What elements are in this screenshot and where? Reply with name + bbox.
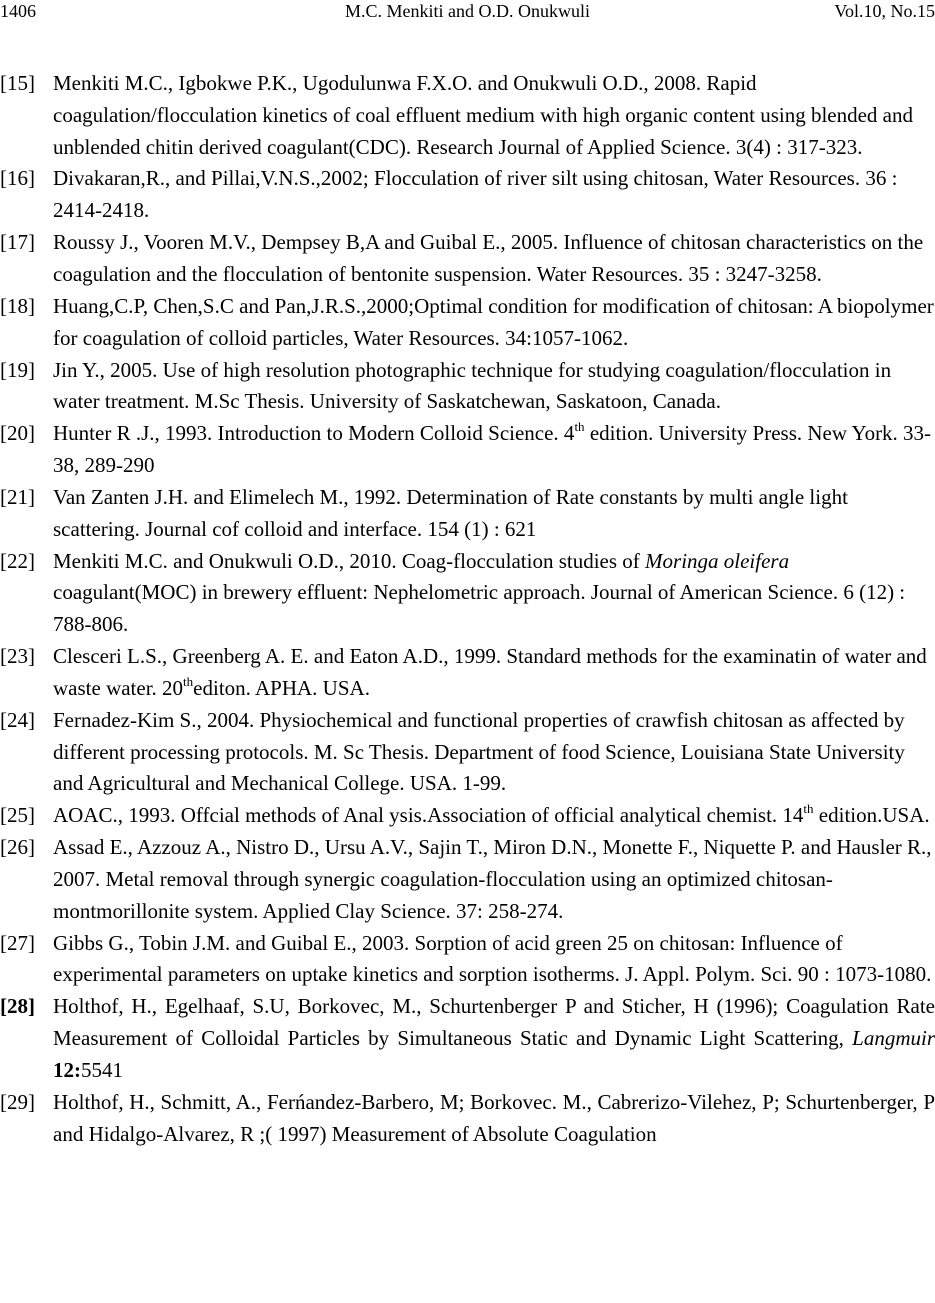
reference-item: [0, 1087, 935, 1151]
reference-number: [29]: [0, 1089, 35, 1114]
reference-text: Assad E., Azzouz A., Nistro D., Ursu A.V., Sajin T., Miron D.N., Monette F., Niquette P. and Hausler R., 2007. Metal removal through synergic coagulation-flocculation using an optimized chitosan-montmorillonite system. Applied Clay Science. 37: 258-274.: [53, 835, 932, 923]
superscript: th: [803, 801, 814, 817]
reference-text: [53, 991, 935, 1086]
reference-text: Menkiti M.C., Igbokwe P.K., Ugodulunwa F.X.O. and Onukwuli O.D., 2008. Rapid coagulation/flocculation kinetics of coal effluent medium with high organic content using blended and unblended chitin derived coagulant(CDC). Research Journal of Applied Science. 3(4) : 317-323.: [53, 71, 913, 159]
reference-text: Gibbs G., Tobin J.M. and Guibal E., 2003. Sorption of acid green 25 on chitosan: Influence of experimental parameters on uptake kinetics and sorption isotherms. J. Appl. Polym. Sci. 90 : 1073-1080.: [53, 930, 932, 987]
reference-number: [18]: [0, 293, 35, 318]
reference-text: [53, 546, 935, 641]
reference-item: [0, 227, 935, 291]
page-number: 1406: [0, 1, 36, 21]
superscript: th: [574, 419, 585, 435]
reference-number: [23]: [0, 644, 35, 669]
reference-number: [15]: [0, 71, 35, 95]
reference-text-part: edition.USA.: [813, 803, 930, 828]
reference-item: [0, 68, 935, 163]
reference-item: [0, 482, 935, 546]
journal-name: Langmuir: [852, 1026, 935, 1051]
reference-text: [53, 641, 935, 705]
reference-item: [0, 641, 935, 705]
reference-text: Roussy J., Vooren M.V., Dempsey B,A and Guibal E., 2005. Influence of chitosan characteristics on the coagulation and the flocculation of bentonite suspension. Water Resources. 35 : 3247-3258.: [53, 230, 924, 286]
reference-list: [0, 68, 935, 1151]
reference-item: [0, 832, 935, 927]
reference-text-part: Menkiti M.C. and Onukwuli O.D., 2010. Coag-flocculation studies of: [53, 548, 646, 573]
reference-number: [24]: [0, 707, 35, 732]
reference-number: [26]: [0, 835, 35, 860]
reference-item: [0, 800, 935, 832]
reference-text-part: AOAC., 1993. Offcial methods of Anal ysis.Association of official analytical chemist. 14: [53, 803, 804, 828]
reference-item: [0, 163, 935, 227]
reference-text: Huang,C.P, Chen,S.C and Pan,J.R.S.,2000;Optimal condition for modification of chitosan: A biopolymer for coagulation of colloid particles, Water Resources. 34:1057-1062.: [53, 293, 934, 350]
reference-text-part: Clesceri L.S., Greenberg A. E. and Eaton A.D., 1999. Standard methods for the examinatin of water and waste water. 20: [53, 644, 927, 700]
reference-text: Divakaran,R., and Pillai,V.N.S.,2002; Flocculation of river silt using chitosan, Water Resources. 36 : 2414-2418.: [53, 166, 898, 223]
reference-number: [28]: [0, 994, 35, 1019]
reference-text: [53, 418, 935, 482]
reference-item: [0, 705, 935, 800]
reference-text: Fernadez-Kim S., 2004. Physiochemical and functional properties of crawfish chitosan as affected by different processing protocols. M. Sc Thesis. Department of food Science, Louisiana State University and Agricultural and Mechanical College. USA. 1-99.: [53, 707, 905, 796]
page-header: [0, 0, 935, 22]
reference-number: [16]: [0, 166, 35, 191]
journal-volume: Vol.10, No.15: [834, 1, 935, 21]
reference-text: [53, 800, 935, 832]
reference-text-part: editon. APHA. USA.: [193, 675, 370, 700]
reference-number: [19]: [0, 357, 35, 382]
reference-item: [0, 546, 935, 641]
reference-text: Holthof, H., Schmitt, A., Ferńandez-Barbero, M; Borkovec. M., Cabrerizo-Vilehez, P; Schurtenberger, P and Hidalgo-Alvarez, R ;( 1997) Measurement of Absolute Coagulation: [53, 1089, 935, 1146]
reference-text-part: Hunter R .J., 1993. Introduction to Modern Colloid Science. 4: [53, 421, 575, 446]
superscript: th: [183, 673, 194, 689]
reference-item: [0, 928, 935, 992]
volume-number: 12:: [53, 1057, 81, 1082]
reference-number: [20]: [0, 421, 35, 446]
reference-item: [0, 291, 935, 355]
reference-text-part: edition. University Press. New York. 33-38, 289-290: [53, 421, 932, 478]
reference-number: [25]: [0, 803, 35, 828]
reference-text-part: Holthof, H., Egelhaaf, S.U, Borkovec, M., Schurtenberger P and Sticher, H (1996); Coagulation Rate Measurement of Colloidal Particles by Simultaneous Static and Dynamic Light Scattering,: [53, 994, 935, 1051]
reference-item: [0, 355, 935, 419]
reference-text: Jin Y., 2005. Use of high resolution photographic technique for studying coagulation/flocculation in water treatment. M.Sc Thesis. University of Saskatchewan, Saskatoon, Canada.: [53, 357, 892, 414]
reference-number: [21]: [0, 484, 35, 509]
reference-text-part: coagulant(MOC) in brewery effluent: Nephelometric approach. Journal of American Science. 6 (12) : 788-806.: [53, 580, 906, 637]
reference-item: [0, 991, 935, 1086]
reference-number: [22]: [0, 548, 35, 573]
species-name: Moringa oleifera: [645, 548, 790, 573]
reference-item: [0, 418, 935, 482]
reference-text-part: 5541: [81, 1057, 123, 1082]
reference-number: [27]: [0, 930, 35, 955]
running-head-authors: M.C. Menkiti and O.D. Onukwuli: [345, 1, 590, 21]
reference-number: [17]: [0, 230, 35, 255]
reference-text: Van Zanten J.H. and Elimelech M., 1992. Determination of Rate constants by multi angle light scattering. Journal cof colloid and interface. 154 (1) : 621: [53, 484, 848, 541]
